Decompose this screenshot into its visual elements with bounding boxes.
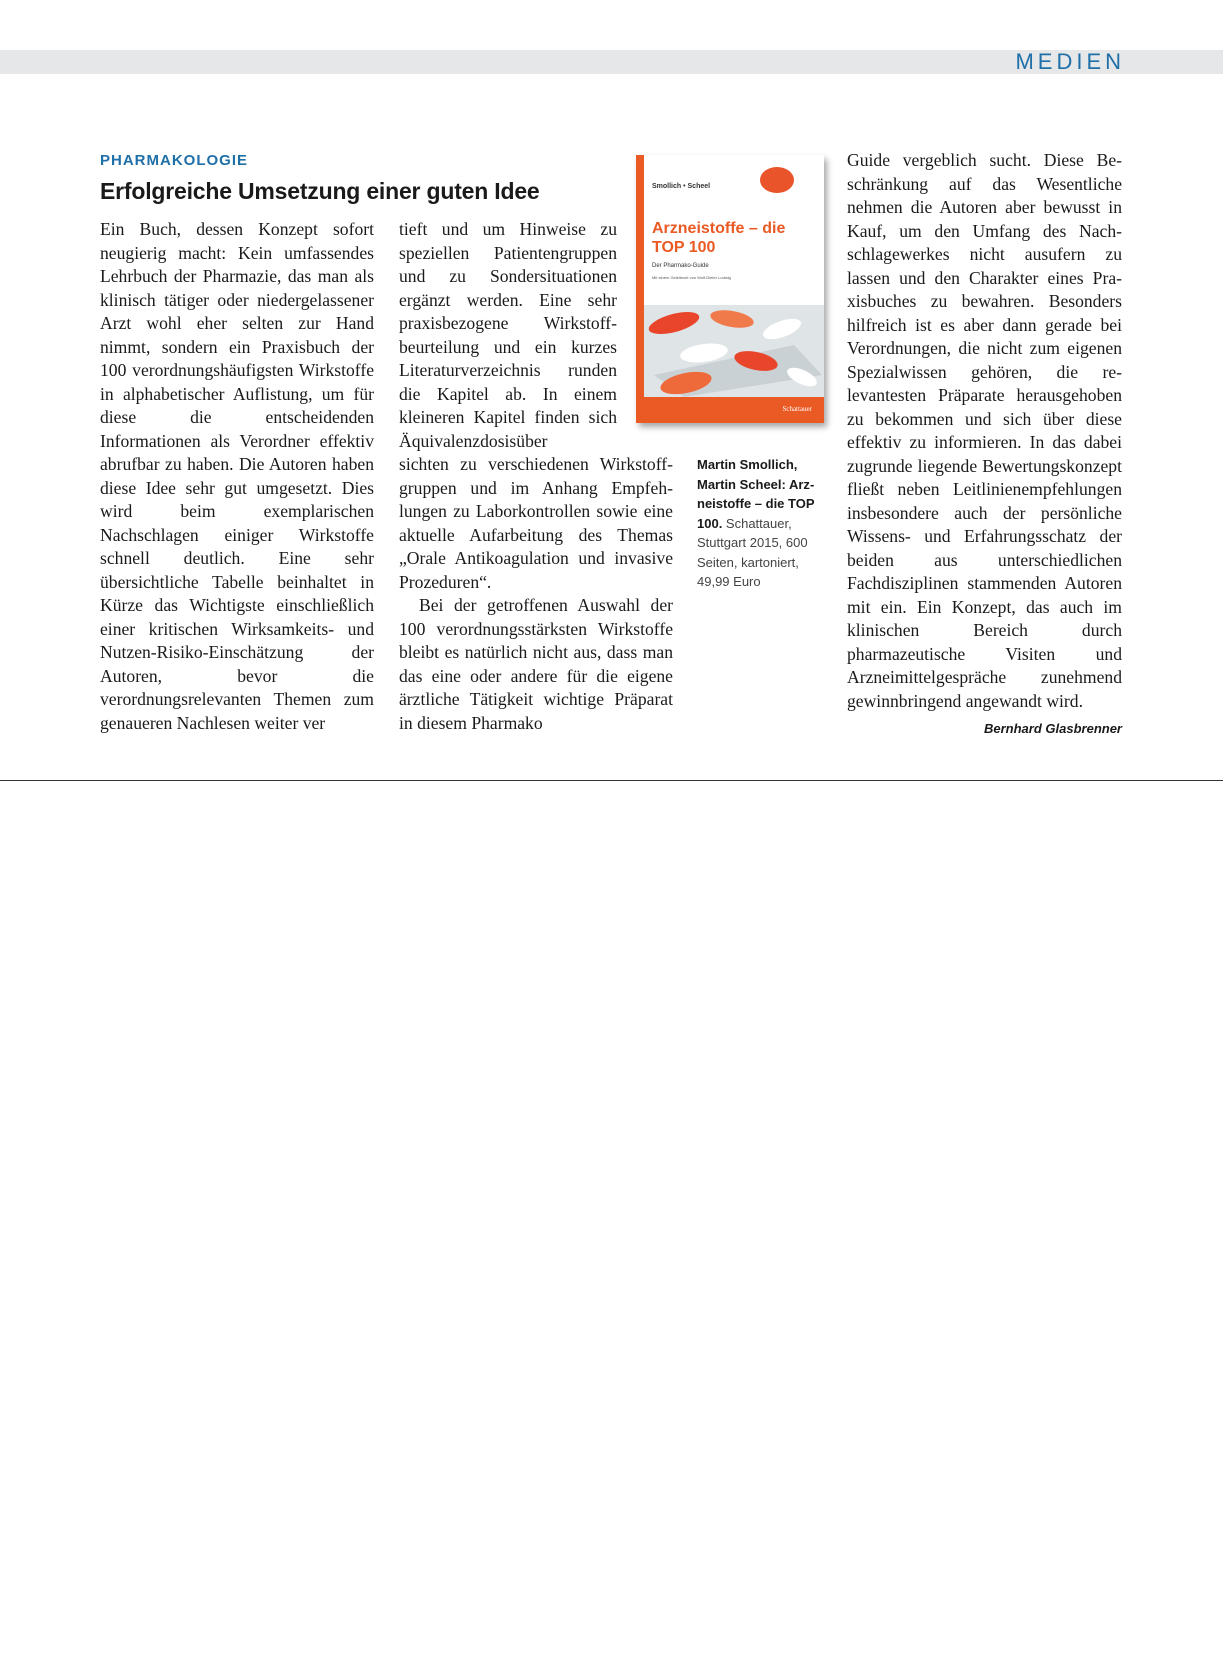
section-label: MEDIEN — [1015, 49, 1125, 74]
pills-illustration — [644, 305, 824, 397]
cover-authors: Smollich • Scheel — [652, 183, 711, 190]
paragraph: sichten zu verschiedenen Wirkstoffgruppen und im Anhang Empfehlungen zu Laborkontrollen sowie eine aktuelle Aufarbeitung des Themas „Orale Antikoagulation und invasive Prozeduren“. — [399, 454, 673, 592]
article-column-1 — [100, 218, 374, 735]
paragraph: Bei der getroffenen Auswahl der 100 verordnungsstärksten Wirkstoffe bleibt es natürlich nicht aus, dass man das eine oder andere für die eigene ärztliche Tätigkeit wichtige Präparat in diesem Pharmako — [399, 595, 673, 733]
paragraph: tieft und um Hinweise zu speziellen Patientengruppen und zu Sondersituationen ergänzt werden. Eine sehr praxisbezogene Wirkstoffbeurteilung und ein kurzes Literaturverzeichnis runden die Kapitel ab. In einem kleineren Kapitel finden sich Äquivalenzdosisüber — [399, 219, 617, 451]
book-caption — [697, 455, 817, 592]
article-headline: Erfolgreiche Umsetzung einer guten Idee — [100, 178, 540, 204]
cover-foreword: Mit einem Geleitwort von Wolf-Dieter Ludwig — [652, 275, 731, 280]
cover-badge-text: bereit — [772, 177, 789, 183]
paragraph — [847, 149, 1122, 736]
article-column-2 — [399, 218, 673, 735]
cover-publisher: Schattauer — [782, 405, 812, 413]
author-signature: Bernhard Glasbrenner — [984, 721, 1122, 736]
paragraph-text: Guide vergeblich sucht. Diese Beschränkung auf das Wesentliche nehmen die Autoren aber bewusst in Kauf, um den Umfang des Nachschlagewerkes nicht ausufern zu lassen und den Charakter eines Praxisbuches zu bewahren. Besonders hilfreich ist es aber dann gerade bei Verordnungen, die nicht zum eigenen Spezialwissen gehören, die relevantesten Präparate herausgehoben zu bekommen und sich über diese effektiv zu informieren. In das dabei zugrunde liegende Bewertungskonzept fließt neben Leitlinienempfehlungen insbesondere auch der persönliche Wissens- und Erfahrungsschatz der beiden aus unterschiedlichen Fachdisziplinen stammenden Autoren mit ein. Ein Konzept, das auch im klinischen Bereich durch pharmazeutische Visiten und Arzneimittelgespräche zunehmend gewinnbringend angewandt wird. — [847, 150, 1122, 711]
cover-strip — [636, 155, 644, 423]
paragraph: Ein Buch, dessen Konzept sofort neugierig macht: Kein umfassendes Lehrbuch der Pharmazie, das man als klinisch tätiger oder niedergelassener Arzt wohl eher selten zur Hand nimmt, sondern ein Praxisbuch der 100 verordnungshäufigsten Wirkstoffe in alphabetischer Auflistung, um für diese die entscheidenden Informationen als Verordner effektiv abrufbar zu haben. Die Autoren haben diese Idee sehr gut umgesetzt. Dies wird beim exemplarischen Nachschlagen einiger Wirkstoffe schnell deutlich. Eine sehr übersichtliche Tabelle beinhaltet in Kürze das Wichtigste einschließlich einer kritischen Wirksamkeits- und Nutzen-Risiko-Einschätzung der Autoren, bevor die verordnungsrelevanten Themen zum genaueren Nachlesen weiter ver — [100, 219, 374, 733]
cover-pills-photo — [644, 305, 824, 397]
article-column-3 — [847, 149, 1122, 741]
cover-title: Arzneistoffe – die TOP 100 — [652, 220, 786, 256]
article-kicker: PHARMAKOLOGIE — [100, 152, 248, 169]
cover-subtitle: Der Pharmako-Guide — [652, 263, 709, 269]
bottom-rule — [0, 780, 1223, 781]
caption-details: Schattauer, Stuttgart 2015, 600 Seiten, kartoniert, 49,99 Euro — [697, 515, 808, 589]
caption-title: Martin Smollich, Martin Scheel: Arzneistoffe – die TOP 100. — [697, 457, 815, 531]
book-cover-image — [636, 155, 824, 423]
